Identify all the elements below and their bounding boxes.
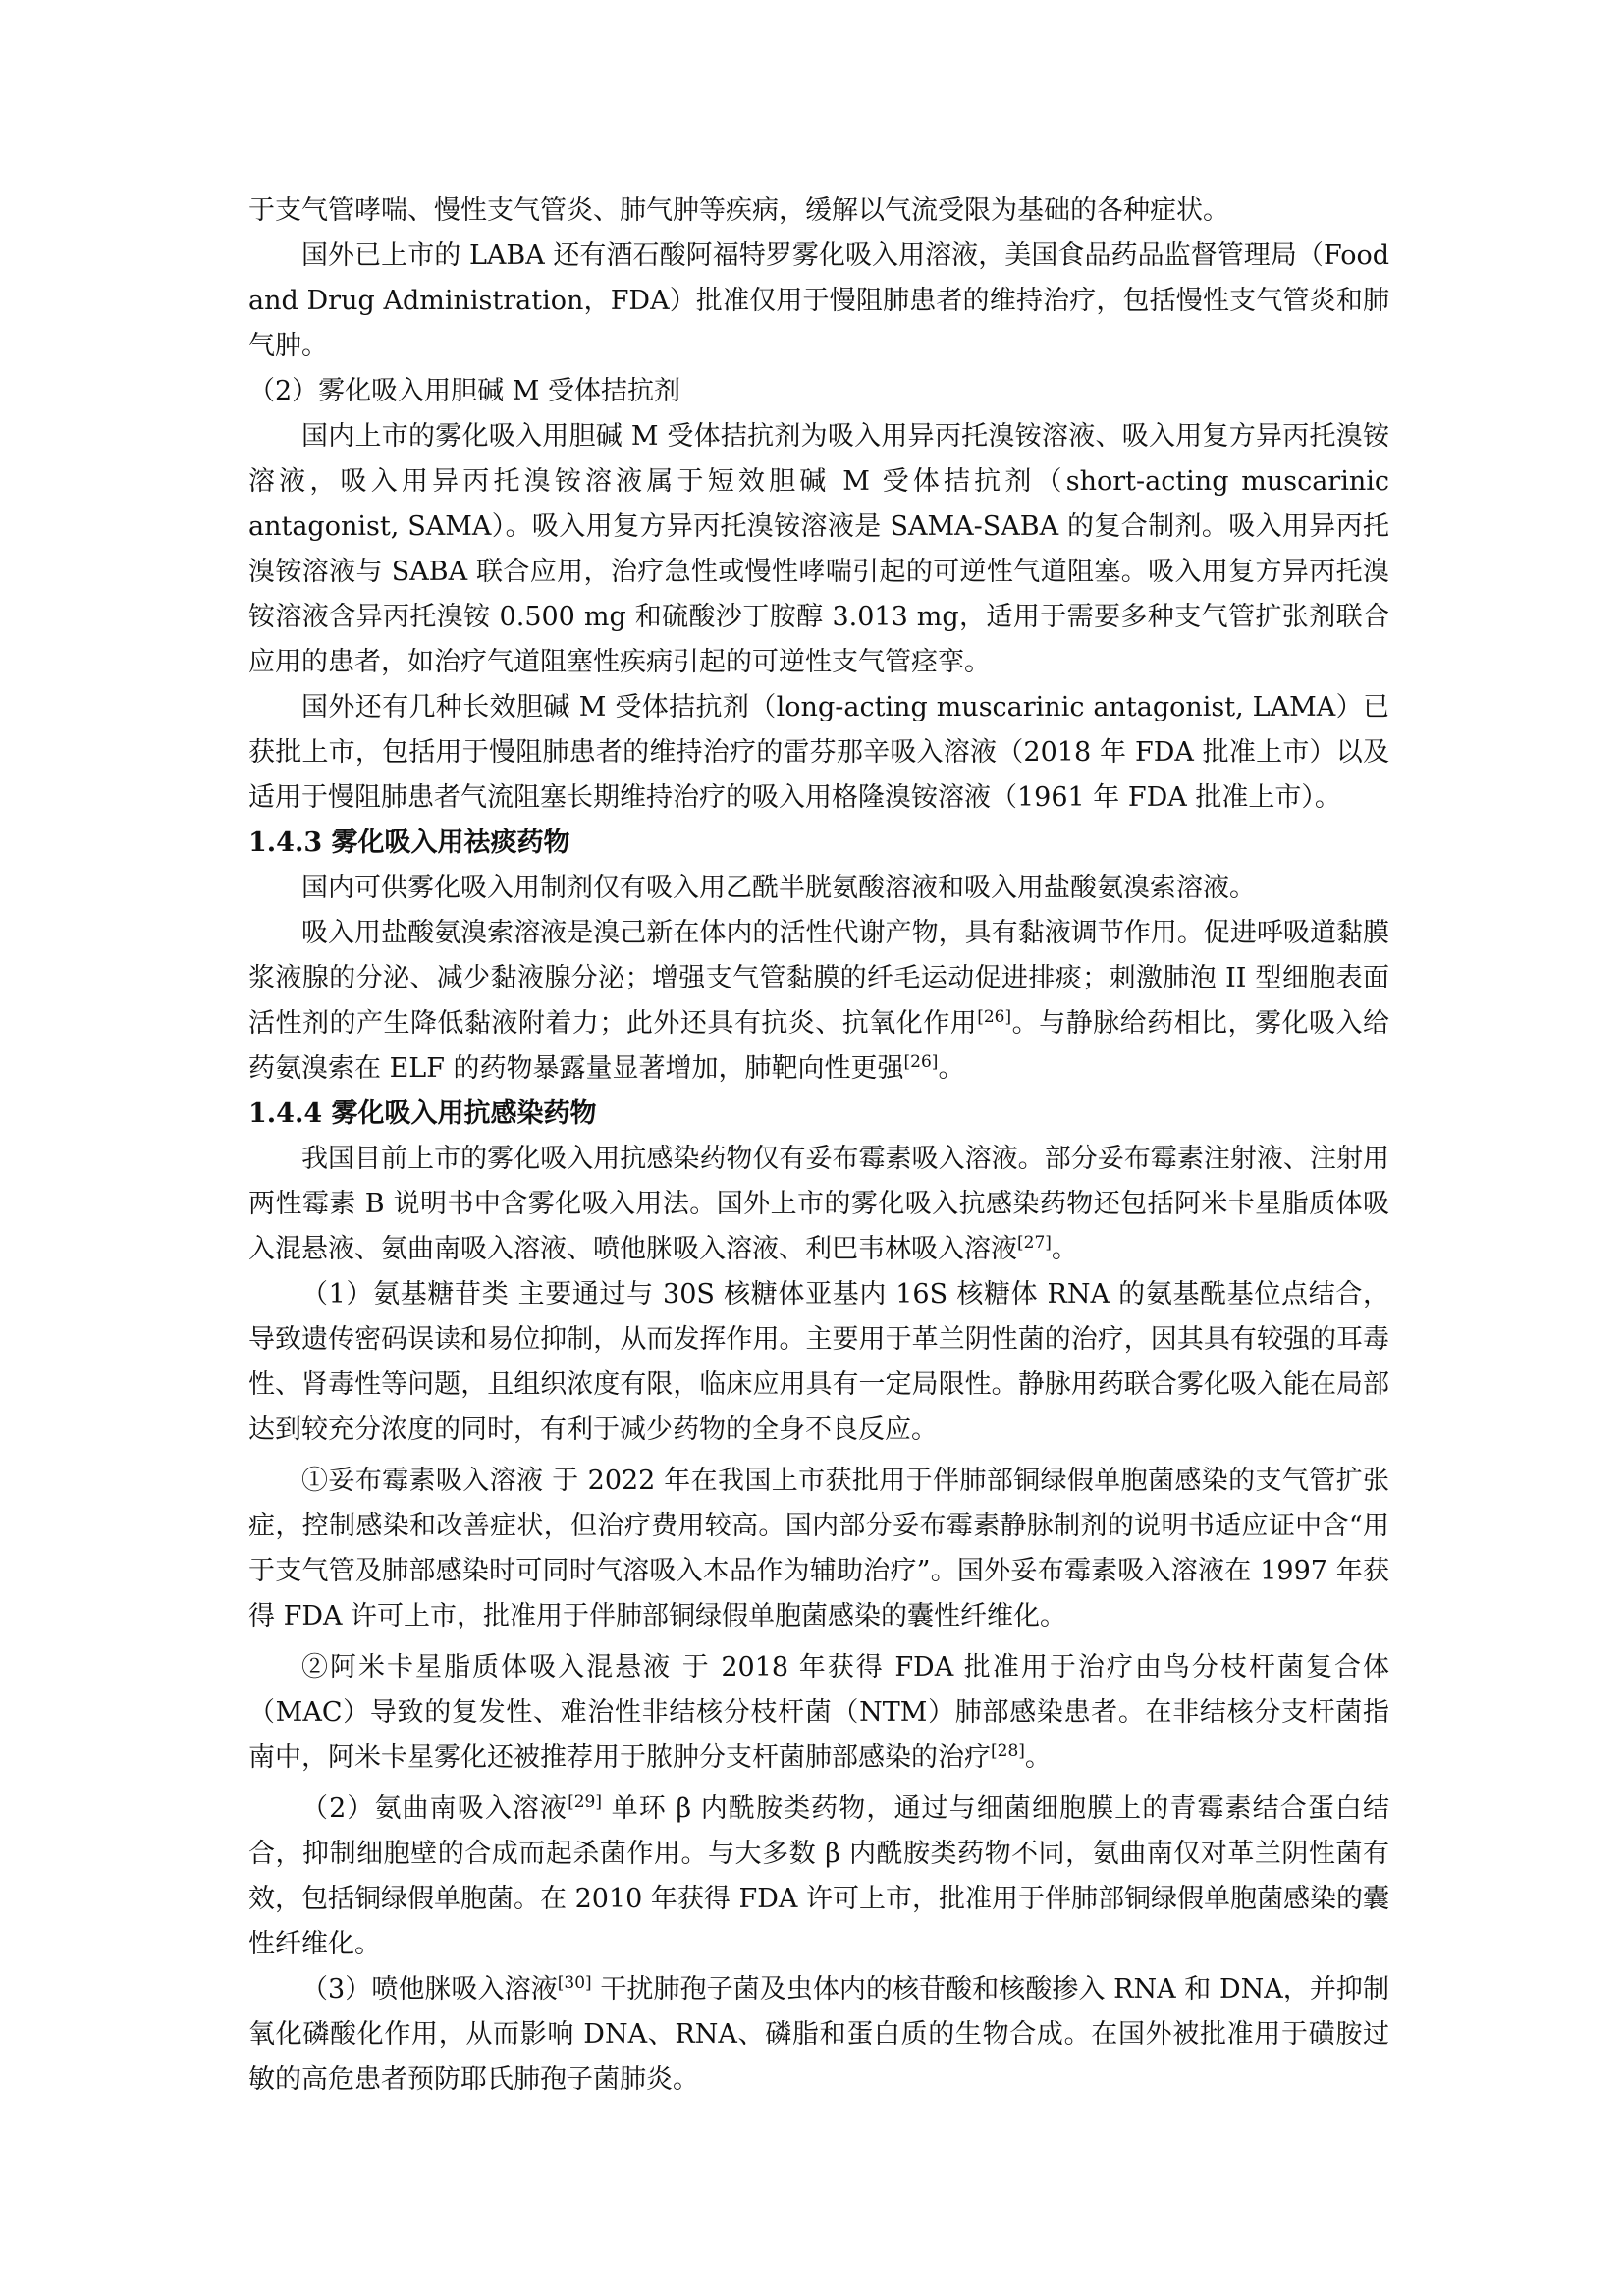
paragraph-continuation: 于支气管哮喘、慢性支气管炎、肺气肿等疾病，缓解以气流受限为基础的各种症状。 [248,195,1229,226]
citation-26: [26] [977,1007,1012,1027]
document-page [248,188,1389,2103]
paragraph-sama: 国内上市的雾化吸入用胆碱 M 受体拮抗剂为吸入用异丙托溴铵溶液、吸入用复方异丙托溴铵溶液，吸入用异丙托溴铵溶液属于短效胆碱 M 受体拮抗剂（short-acting muscarinic antagonist, SAMA）。吸入用复方异丙托溴铵溶液是 SAMA-SABA 的复合制剂。吸入用异丙托溴铵溶液与 SABA 联合应用，治疗急性或慢性哮喘引起的可逆性气道阻塞。吸入用复方异丙托溴铵溶液含异丙托溴铵 0.500 mg 和硫酸沙丁胺醇 3.013 mg，适用于需要多种支气管扩张剂联合应用的患者，如治疗气道阻塞性疾病引起的可逆性支气管痉挛。 [248,421,1389,677]
citation-27: [27] [1017,1233,1052,1253]
paragraph-anti-infective-intro: 我国目前上市的雾化吸入用抗感染药物仅有妥布霉素吸入溶液。部分妥布霉素注射液、注射用两性霉素 B 说明书中含雾化吸入用法。国外上市的雾化吸入抗感染药物还包括阿米卡星脂质体吸入混悬液、氨曲南吸入溶液、喷他脒吸入溶液、利巴韦林吸入溶液[27]。 [248,1144,1389,1264]
paragraph-ambroxol: 吸入用盐酸氨溴索溶液是溴己新在体内的活性代谢产物，具有黏液调节作用。促进呼吸道黏膜浆液腺的分泌、减少黏液腺分泌；增强支气管黏膜的纤毛运动促进排痰；刺激肺泡 II 型细胞表面活性剂的产生降低黏液附着力；此外还具有抗炎、抗氧化作用[26]。与静脉给药相比，雾化吸入给药氨溴索在 ELF 的药物暴露量显著增加，肺靶向性更强[26]。 [248,918,1390,1084]
citation-28: [28] [991,1741,1025,1761]
paragraph-aztreonam: （2）氨曲南吸入溶液[29] 单环 β 内酰胺类药物，通过与细菌细胞膜上的青霉素结合蛋白结合，抑制细胞壁的合成而起杀菌作用。与大多数 β 内酰胺类药物不同，氨曲南仅对革兰阴性菌有效，包括铜绿假单胞菌。在 2010 年获得 FDA 许可上市，批准用于伴肺部铜绿假单胞菌感染的囊性纤维化。 [248,1792,1389,1959]
citation-26b: [26] [903,1052,939,1072]
paragraph-tobramycin: ①妥布霉素吸入溶液 于 2022 年在我国上市获批用于伴肺部铜绿假单胞菌感染的支气管扩张症，控制感染和改善症状，但治疗费用较高。国内部分妥布霉素静脉制剂的说明书适应证中含“用于支气管及肺部感染时可同时气溶吸入本品作为辅助治疗”。国外妥布霉素吸入溶液在 1997 年获得 FDA 许可上市，批准用于伴肺部铜绿假单胞菌感染的囊性纤维化。 [248,1466,1389,1631]
subheading-anticholinergic: （2）雾化吸入用胆碱 M 受体拮抗剂 [248,376,680,406]
section-heading-1-4-4: 1.4.4 雾化吸入用抗感染药物 [248,1098,597,1129]
paragraph-aminoglycoside: （1）氨基糖苷类 主要通过与 30S 核糖体亚基内 16S 核糖体 RNA 的氨基酰基位点结合，导致遗传密码误读和易位抑制，从而发挥作用。主要用于革兰阴性菌的治疗，因其具有较强的耳毒性、肾毒性等问题，且组织浓度有限，临床应用具有一定局限性。静脉用药联合雾化吸入能在局部达到较充分浓度的同时，有利于减少药物的全身不良反应。 [248,1279,1389,1445]
citation-30: [30] [557,1973,592,1993]
citation-29: [29] [568,1792,602,1812]
paragraph-expectorant-intro: 国内可供雾化吸入用制剂仅有吸入用乙酰半胱氨酸溶液和吸入用盐酸氨溴索溶液。 [301,873,1256,903]
paragraph-laba-foreign: 国外已上市的 LABA 还有酒石酸阿福特罗雾化吸入用溶液，美国食品药品监督管理局（Food and Drug Administration，FDA）批准仅用于慢阻肺患者的维持治疗，包括慢性支气管炎和肺气肿。 [248,240,1389,361]
paragraph-lama: 国外还有几种长效胆碱 M 受体拮抗剂（long-acting muscarinic antagonist, LAMA）已获批上市，包括用于慢阻肺患者的维持治疗的雷芬那辛吸入溶液（2018 年 FDA 批准上市）以及适用于慢阻肺患者气流阻塞长期维持治疗的吸入用格隆溴铵溶液（1961 年 FDA 批准上市）。 [248,692,1389,813]
section-heading-1-4-3: 1.4.3 雾化吸入用祛痰药物 [248,828,570,858]
paragraph-pentamidine: （3）喷他脒吸入溶液[30] 干扰肺孢子菌及虫体内的核苷酸和核酸掺入 RNA 和 DNA，并抑制氧化磷酸化作用，从而影响 DNA、RNA、磷脂和蛋白质的生物合成。在国外被批准用于磺胺过敏的高危患者预防耶氏肺孢子菌肺炎。 [248,1973,1389,2095]
paragraph-amikacin: ②阿米卡星脂质体吸入混悬液 于 2018 年获得 FDA 批准用于治疗由鸟分枝杆菌复合体（MAC）导致的复发性、难治性非结核分枝杆菌（NTM）肺部感染患者。在非结核分支杆菌指南中，阿米卡星雾化还被推荐用于脓肿分支杆菌肺部感染的治疗[28]。 [248,1652,1389,1773]
